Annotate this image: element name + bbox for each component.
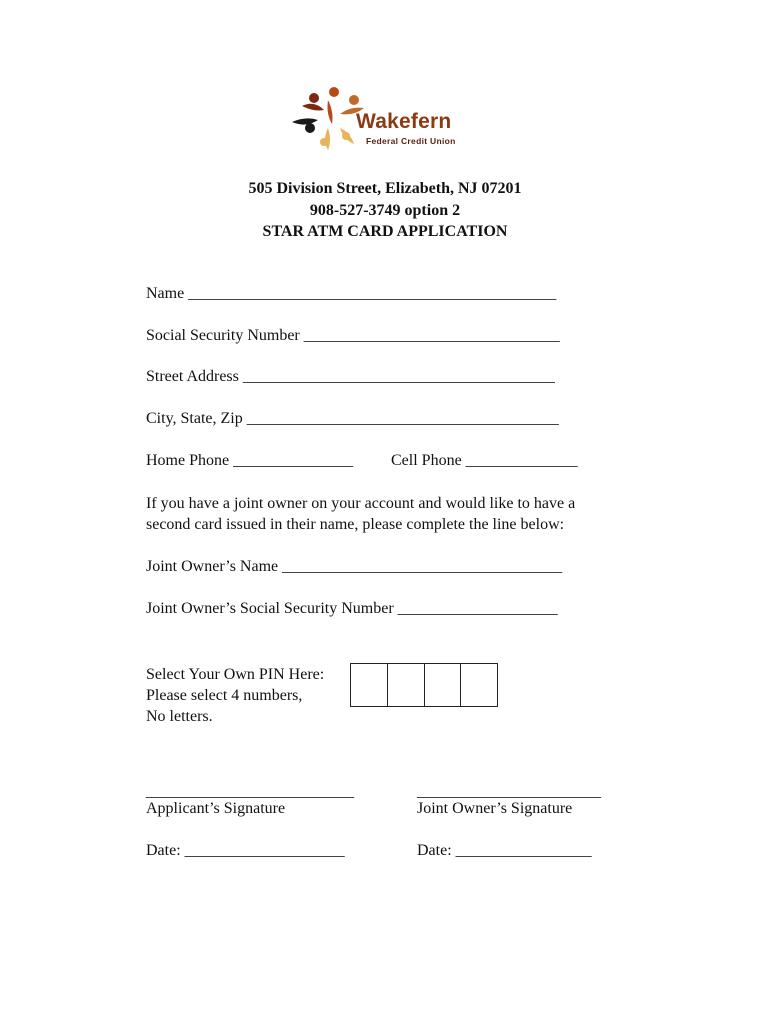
pin-instruction-line2: Please select 4 numbers, (146, 687, 303, 704)
joint-intro-line1: If you have a joint owner on your account and would like to have a (146, 495, 576, 512)
pin-digit-box[interactable] (351, 664, 388, 706)
form-title: STAR ATM CARD APPLICATION (262, 223, 508, 240)
pin-instruction-line1: Select Your Own PIN Here: (146, 666, 325, 683)
home-phone-field[interactable]: Home Phone _______________ (146, 452, 354, 469)
cell-phone-field[interactable]: Cell Phone ______________ (391, 452, 578, 469)
pin-digit-box[interactable] (388, 664, 425, 706)
joint-intro-line2: second card issued in their name, please complete the line below: (146, 516, 565, 533)
city-state-zip-field[interactable]: City, State, Zip _______________________________________ (146, 410, 559, 427)
joint-owner-signature-line[interactable]: _______________________ (417, 783, 601, 800)
joint-owner-date-field[interactable]: Date: _________________ (417, 842, 592, 859)
pin-digit-box[interactable] (425, 664, 462, 706)
joint-owner-signature-label: Joint Owner’s Signature (417, 800, 573, 817)
address-line: 505 Division Street, Elizabeth, NJ 07201 (248, 180, 522, 197)
ssn-field[interactable]: Social Security Number ________________________________ (146, 327, 560, 344)
pin-entry-boxes (350, 663, 498, 707)
joint-owner-ssn-field[interactable]: Joint Owner’s Social Security Number ____________________ (146, 600, 558, 617)
logo-name: Wakefern (356, 110, 452, 133)
logo-subtitle: Federal Credit Union (366, 136, 456, 146)
applicant-signature-line[interactable]: __________________________ (146, 783, 354, 800)
name-field[interactable]: Name ______________________________________________ (146, 285, 557, 302)
street-address-field[interactable]: Street Address _______________________________________ (146, 368, 555, 385)
pin-digit-box[interactable] (461, 664, 497, 706)
phone-line: 908-527-3749 option 2 (309, 202, 461, 219)
applicant-signature-label: Applicant’s Signature (146, 800, 286, 817)
joint-owner-name-field[interactable]: Joint Owner’s Name ___________________________________ (146, 558, 563, 575)
pin-instruction-line3: No letters. (146, 708, 213, 725)
applicant-date-field[interactable]: Date: ____________________ (146, 842, 345, 859)
